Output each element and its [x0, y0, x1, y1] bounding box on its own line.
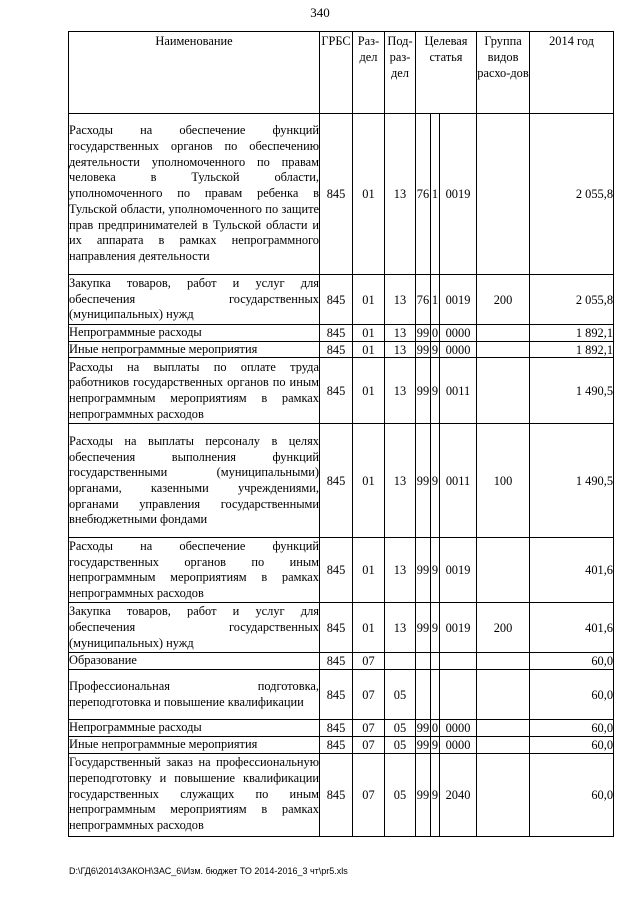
row-target-3: 0000: [440, 325, 477, 342]
row-podrazdel: 05: [385, 753, 416, 836]
row-target-2: 9: [431, 358, 440, 424]
row-target-1: 99: [416, 358, 431, 424]
row-target-3: 0019: [440, 603, 477, 653]
row-group: [477, 325, 530, 342]
row-target-3: [440, 670, 477, 720]
table-row: [69, 603, 614, 653]
header-name: Наименование: [69, 32, 320, 114]
table-row: [69, 358, 614, 424]
row-group: 200: [477, 603, 530, 653]
row-target-3: 0000: [440, 736, 477, 753]
row-amount: 60,0: [530, 720, 614, 737]
row-razdel: 01: [353, 275, 385, 325]
row-target-1: 99: [416, 720, 430, 735]
table-row: [69, 325, 614, 342]
row-razdel: 01: [353, 538, 385, 603]
table-row: [69, 670, 614, 720]
row-name: Расходы на выплаты по оплате труда работников государственных органов по иным непрограммным мероприятиям в рамках непрограммных расходов: [69, 358, 320, 424]
budget-table: [68, 31, 614, 837]
row-group: [477, 753, 530, 836]
row-target-2: 9: [431, 603, 440, 653]
row-name: Иные непрограммные мероприятия: [69, 341, 320, 358]
row-target-1: 99: [416, 753, 431, 836]
header-grbs: ГРБС: [320, 32, 353, 114]
row-target-3: 0019: [440, 538, 477, 603]
row-target-2: 9: [431, 753, 440, 836]
row-amount: 1 892,1: [530, 341, 614, 358]
row-group: 100: [477, 424, 530, 538]
row-target-2: 9: [431, 737, 439, 752]
row-name: Закупка товаров, работ и услуг для обеспечения государственных (муниципальных) нужд: [69, 275, 320, 325]
row-grbs: 845: [320, 603, 353, 653]
row-target-3: [440, 653, 477, 670]
row-target-1: 99: [416, 737, 430, 752]
row-group: [477, 114, 530, 275]
table-row: [69, 341, 614, 358]
row-podrazdel: 13: [385, 538, 416, 603]
row-group: [477, 358, 530, 424]
row-grbs: 845: [320, 736, 353, 753]
row-target-3: 0019: [440, 275, 477, 325]
row-podrazdel: 13: [385, 275, 416, 325]
table-row: [69, 653, 614, 670]
row-razdel: 01: [353, 114, 385, 275]
row-name: Расходы на обеспечение функций государственных органов по иным непрограммным мероприятиям в рамках непрограммных расходов: [69, 538, 320, 603]
row-amount: 2 055,8: [530, 114, 614, 275]
row-group: [477, 670, 530, 720]
file-path-footer: D:\ГД6\2014\ЗАКОН\ЗАС_6\Изм. бюджет ТО 2014-2016_3 чт\pr5.xls: [69, 866, 348, 876]
row-amount: 1 490,5: [530, 424, 614, 538]
row-razdel: 07: [353, 753, 385, 836]
row-name: Непрограммные расходы: [69, 720, 320, 737]
row-amount: 1 490,5: [530, 358, 614, 424]
table-body: [69, 114, 614, 837]
row-podrazdel: 05: [385, 736, 416, 753]
table-row: [69, 275, 614, 325]
row-podrazdel: 13: [385, 424, 416, 538]
row-amount: 60,0: [530, 736, 614, 753]
header-year: 2014 год: [530, 32, 614, 114]
row-target-2: [431, 670, 440, 720]
header-group: Группа видов расхо-дов: [477, 32, 530, 114]
row-group: [477, 341, 530, 358]
row-target-3: 2040: [440, 753, 477, 836]
table-row: [69, 736, 614, 753]
row-target-3: 0000: [440, 341, 477, 358]
page-number: 340: [310, 5, 330, 20]
row-target-1: [416, 670, 431, 720]
row-grbs: 845: [320, 424, 353, 538]
row-target-2: 9: [431, 342, 439, 357]
row-target-2: 9: [431, 538, 440, 603]
row-target-1: 99: [416, 325, 430, 340]
table-row: [69, 538, 614, 603]
row-name: Расходы на выплаты персоналу в целях обеспечения выполнения функций государственными (муниципальными) органами, казенными учреждениями, органами управления государственными внебюджетными фондами: [69, 424, 320, 538]
row-target-3: 0011: [440, 424, 477, 538]
row-podrazdel: 13: [385, 325, 416, 342]
row-name: Расходы на обеспечение функций государственных органов по обеспечению деятельности уполномоченного по правам человека в Тульской области, уполномоченного по правам ребенка в Тульской области, уполномоченного по защите прав предпринимателей в Тульской области и их аппарата в рамках непрограммного направления деятельности: [69, 114, 320, 275]
header-podrazdel: Под-раз-дел: [385, 32, 416, 114]
row-target-3: 0000: [440, 720, 477, 737]
row-target-3: 0019: [440, 114, 477, 275]
row-target-2: 0: [431, 720, 439, 735]
table-row: [69, 720, 614, 737]
row-target-2: 0: [431, 325, 439, 340]
row-group: [477, 653, 530, 670]
header-target: Целевая статья: [416, 32, 477, 114]
row-name: Профессиональная подготовка, переподготовка и повышение квалификации: [69, 670, 320, 720]
row-razdel: 01: [353, 424, 385, 538]
row-grbs: 845: [320, 670, 353, 720]
row-name: Образование: [69, 653, 320, 670]
row-razdel: 01: [353, 358, 385, 424]
row-grbs: 845: [320, 325, 353, 342]
row-target-3: 0011: [440, 358, 477, 424]
row-target-2: 9: [431, 424, 440, 538]
row-razdel: 01: [353, 325, 385, 342]
row-razdel: 01: [353, 341, 385, 358]
row-target-1: 76: [416, 114, 431, 275]
row-podrazdel: 13: [385, 341, 416, 358]
row-grbs: 845: [320, 653, 353, 670]
table-header-row: [69, 32, 614, 114]
row-podrazdel: 05: [385, 670, 416, 720]
header-razdel: Раз-дел: [353, 32, 385, 114]
row-target-2: 1: [431, 114, 440, 275]
row-amount: 60,0: [530, 753, 614, 836]
row-razdel: 07: [353, 653, 385, 670]
row-razdel: 01: [353, 603, 385, 653]
row-razdel: 07: [353, 720, 385, 737]
row-amount: 1 892,1: [530, 325, 614, 342]
row-podrazdel: [385, 653, 416, 670]
row-name: Иные непрограммные мероприятия: [69, 736, 320, 753]
row-target-1: 99: [416, 424, 431, 538]
row-grbs: 845: [320, 538, 353, 603]
row-group: [477, 720, 530, 737]
row-grbs: 845: [320, 275, 353, 325]
row-target-1: 76: [416, 275, 431, 325]
row-amount: 401,6: [530, 538, 614, 603]
row-name: Государственный заказ на профессиональную переподготовку и повышение квалификации государственных служащих по иным непрограммным мероприятиям в рамках непрограммных расходов: [69, 753, 320, 836]
row-target-1: 99: [416, 603, 431, 653]
row-group: [477, 736, 530, 753]
row-amount: 60,0: [530, 670, 614, 720]
row-podrazdel: 13: [385, 358, 416, 424]
row-podrazdel: 13: [385, 603, 416, 653]
row-target-2: 1: [431, 275, 440, 325]
row-name: Непрограммные расходы: [69, 325, 320, 342]
row-razdel: 07: [353, 670, 385, 720]
row-podrazdel: 13: [385, 114, 416, 275]
table-row: [69, 114, 614, 275]
row-grbs: 845: [320, 753, 353, 836]
row-grbs: 845: [320, 358, 353, 424]
row-amount: 60,0: [530, 653, 614, 670]
row-grbs: 845: [320, 114, 353, 275]
row-target-1: 99: [416, 538, 431, 603]
row-amount: 401,6: [530, 603, 614, 653]
table-row: [69, 753, 614, 836]
row-group: [477, 538, 530, 603]
row-grbs: 845: [320, 720, 353, 737]
row-name: Закупка товаров, работ и услуг для обеспечения государственных (муниципальных) нужд: [69, 603, 320, 653]
row-razdel: 07: [353, 736, 385, 753]
row-podrazdel: 05: [385, 720, 416, 737]
table-row: [69, 424, 614, 538]
row-target-1: 99: [416, 342, 430, 357]
row-target-1: [416, 653, 431, 670]
row-grbs: 845: [320, 341, 353, 358]
row-amount: 2 055,8: [530, 275, 614, 325]
row-target-2: [431, 653, 440, 670]
row-group: 200: [477, 275, 530, 325]
